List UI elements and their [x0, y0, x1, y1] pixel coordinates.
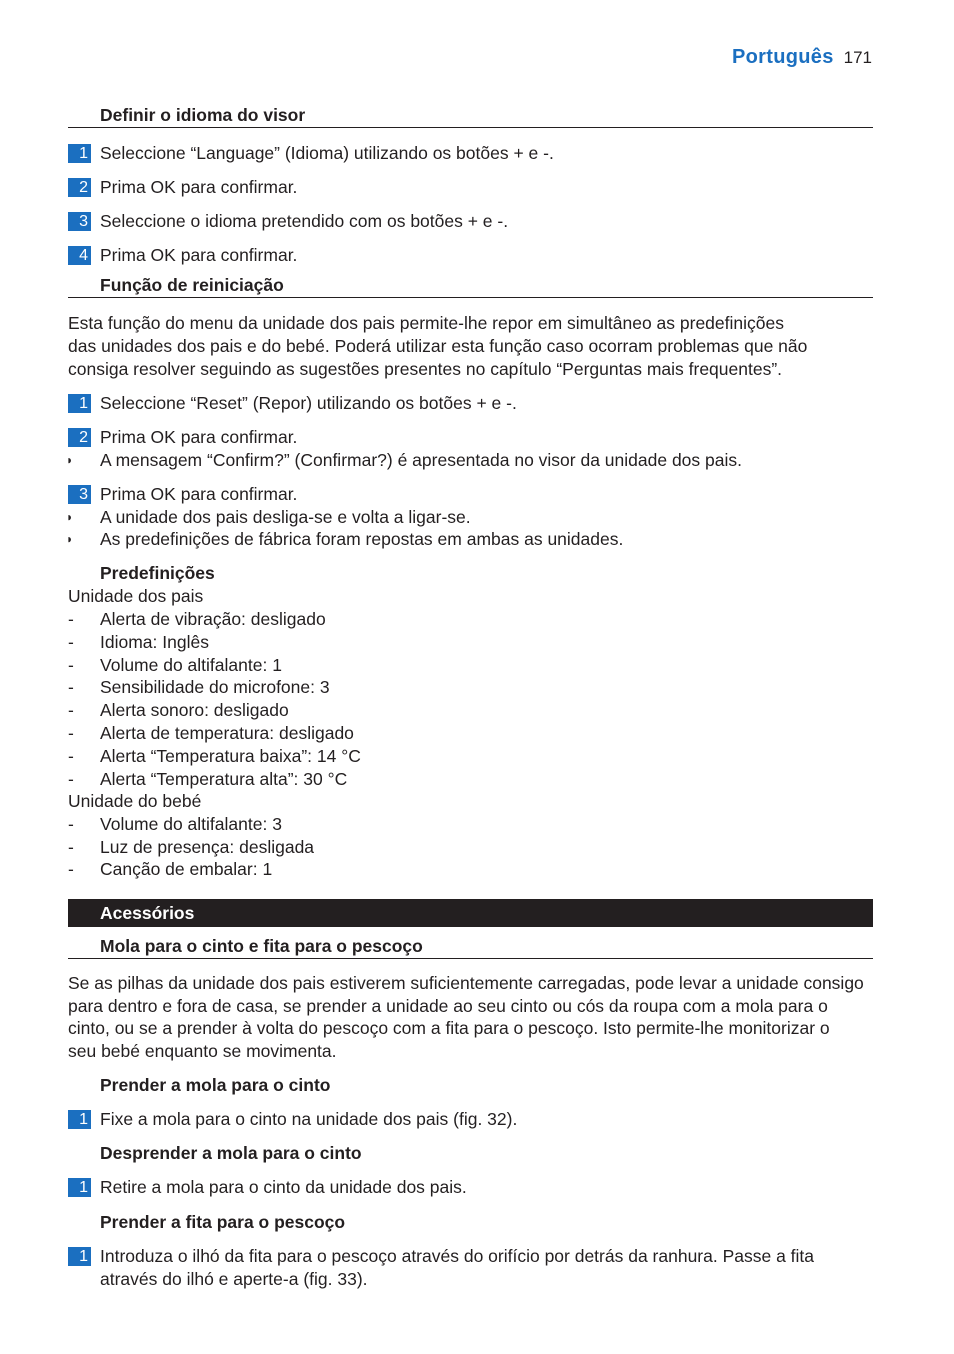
- step-text: através do ilhó e aperte-a (fig. 33).: [100, 1269, 368, 1289]
- list-item: Volume do altifalante: 1: [100, 654, 282, 675]
- list-item: Alerta de temperatura: desligado: [100, 723, 354, 743]
- list-item: Volume do altifalante: 3: [100, 814, 282, 834]
- bullet-icon: ◗: [66, 510, 74, 524]
- step-number: 3: [68, 212, 91, 231]
- list-dash: -: [68, 745, 74, 766]
- list-item: Luz de presença: desligada: [100, 836, 315, 857]
- list-item: Alerta “Temperatura alta”: 30 °C: [100, 768, 348, 789]
- list-item: Sensibilidade do microfone: 3: [100, 677, 330, 698]
- list-dash: -: [68, 723, 74, 743]
- list-item: Alerta “Temperatura baixa”: 14 °C: [100, 745, 361, 766]
- bullet-text: As predefinições de fábrica foram repostas em ambas as unidades.: [100, 529, 624, 549]
- page-number: 171: [843, 48, 872, 67]
- step-text: Prima OK para confirmar.: [100, 484, 298, 504]
- step-number: 3: [68, 485, 91, 504]
- language-heading: Português: [732, 46, 834, 68]
- bullet-icon: ◗: [66, 453, 74, 467]
- step-text: Seleccione “Language” (Idioma) utilizando os botões + e -.: [100, 143, 554, 163]
- list-dash: -: [68, 814, 74, 834]
- subsection-title: Prender a mola para o cinto: [100, 1075, 331, 1095]
- section-title: Função de reiniciação: [68, 274, 873, 298]
- step-number: 4: [68, 246, 91, 265]
- step-number: 1: [68, 1110, 91, 1129]
- bullet-text: A unidade dos pais desliga-se e volta a ligar-se.: [100, 507, 471, 527]
- section-title: Definir o idioma do visor: [68, 104, 873, 128]
- list-dash: -: [68, 631, 74, 652]
- list-item: Canção de embalar: 1: [100, 859, 273, 880]
- unit-label: Unidade do bebé: [68, 791, 202, 811]
- step-text: Seleccione o idioma pretendido com os botões + e -.: [100, 211, 509, 231]
- list-item: Idioma: Inglês: [100, 631, 209, 652]
- bullet-icon: ◗: [66, 532, 74, 546]
- subsection-title: Prender a fita para o pescoço: [100, 1212, 346, 1232]
- step-text: Fixe a mola para o cinto na unidade dos pais (fig. 32).: [100, 1109, 518, 1129]
- list-dash: -: [68, 654, 74, 675]
- paragraph-line: cinto, ou se a prender à volta do pescoço com a fita para o pescoço. Isto permite-lhe monitorizar o: [68, 1018, 830, 1039]
- step-number: 1: [68, 144, 91, 163]
- section-title: Mola para o cinto e fita para o pescoço: [68, 935, 873, 959]
- step-text: Retire a mola para o cinto da unidade dos pais.: [100, 1177, 467, 1197]
- paragraph-line: consiga resolver seguindo as sugestões presentes no capítulo “Perguntas mais frequentes”.: [68, 359, 783, 379]
- list-dash: -: [68, 609, 74, 629]
- step-text: Introduza o ilhó da fita para o pescoço através do orifício por detrás da ranhura. Passe a fita: [100, 1246, 815, 1266]
- step-number: 2: [68, 178, 91, 197]
- step-text: Seleccione “Reset” (Repor) utilizando os botões + e -.: [100, 393, 517, 413]
- unit-label: Unidade dos pais: [68, 586, 204, 606]
- paragraph-line: Se as pilhas da unidade dos pais estiverem suficientemente carregadas, pode levar a unidade consigo: [68, 973, 864, 993]
- list-dash: -: [68, 768, 74, 789]
- step-text: Prima OK para confirmar.: [100, 177, 298, 197]
- list-item: Alerta de vibração: desligado: [100, 609, 326, 629]
- paragraph-line: seu bebé enquanto se movimenta.: [68, 1040, 337, 1061]
- paragraph-line: das unidades dos pais e do bebé. Poderá utilizar esta função caso ocorram problemas que não: [68, 336, 808, 356]
- step-number: 1: [68, 1247, 91, 1266]
- list-dash: -: [68, 677, 74, 698]
- step-text: Prima OK para confirmar.: [100, 245, 298, 265]
- list-dash: -: [68, 700, 74, 721]
- step-number: 1: [68, 394, 91, 413]
- list-item: Alerta sonoro: desligado: [100, 700, 289, 721]
- list-dash: -: [68, 836, 74, 857]
- bullet-text: A mensagem “Confirm?” (Confirmar?) é apresentada no visor da unidade dos pais.: [100, 450, 742, 470]
- paragraph-line: Esta função do menu da unidade dos pais permite-lhe repor em simultâneo as predefinições: [68, 313, 784, 333]
- paragraph-line: para dentro e fora de casa, se prender a unidade ao seu cinto ou cós da roupa com a mola para o: [68, 995, 828, 1016]
- subsection-title: Predefinições: [100, 563, 215, 583]
- step-text: Prima OK para confirmar.: [100, 427, 298, 447]
- subsection-title: Desprender a mola para o cinto: [100, 1143, 362, 1163]
- step-number: 2: [68, 428, 91, 447]
- step-number: 1: [68, 1178, 91, 1197]
- list-dash: -: [68, 859, 74, 880]
- section-band: Acessórios: [68, 899, 873, 927]
